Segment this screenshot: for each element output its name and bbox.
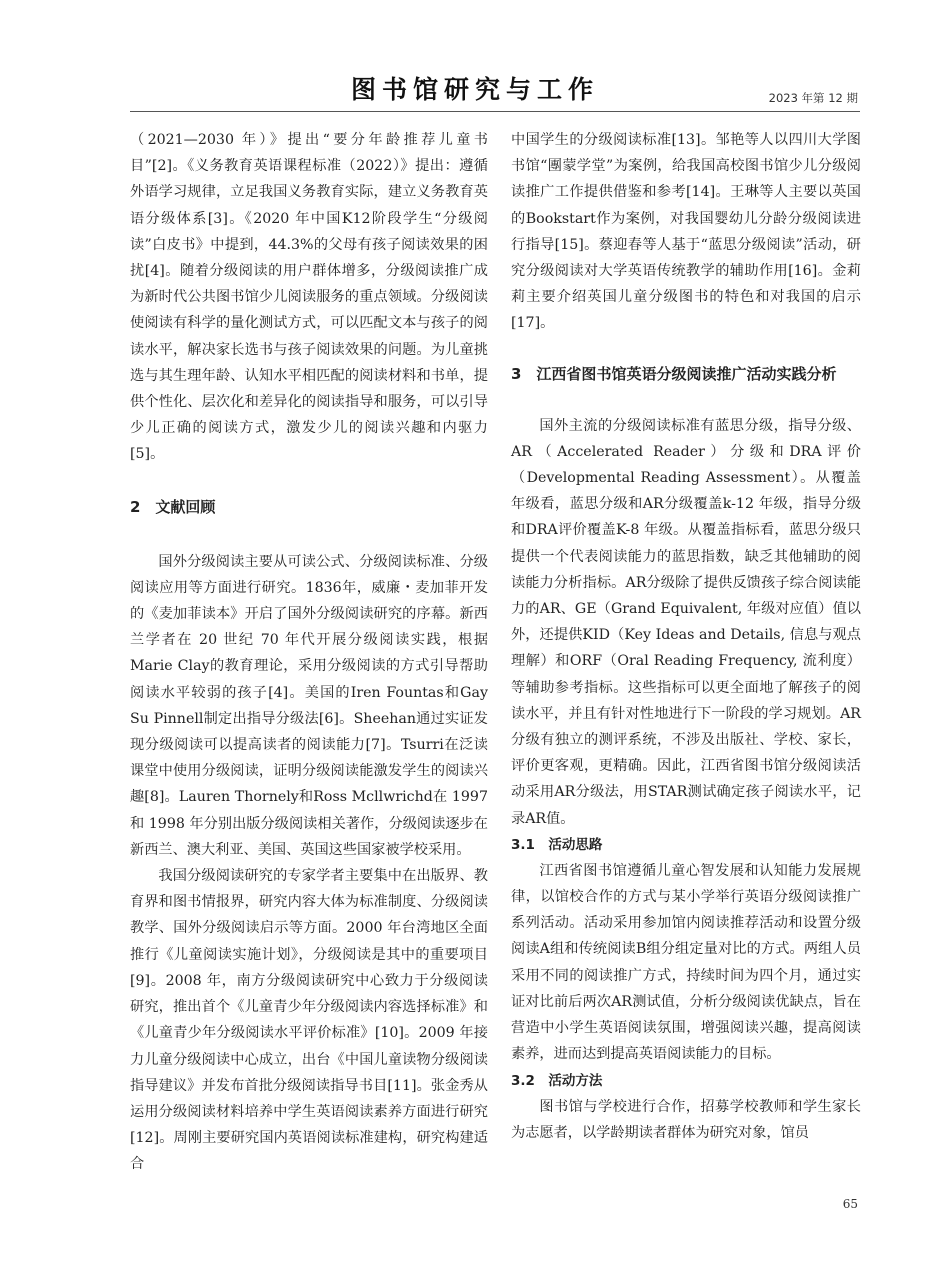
subsection-3-1-heading: 3.1 活动思路 (511, 836, 603, 853)
standards-paragraph: 国外主流的分级阅读标准有蓝思分级，指导分级、AR（Accelerated Reader）分级和DRA评价（Developmental Reading Assessment）。从覆盖年级看，蓝思分级和AR分级覆盖k-12 年级，指导分级和DRA评价覆盖K-8 年级。从覆盖指标看，蓝思分级只提供一个代表阅读能力的蓝思指数，缺乏其他辅助的阅读能力分析指标。AR分级除了提供反馈孩子综合阅读能力的AR、GE（Grand Equivalent, 年级对应值）值以外，还提供KID（Key Ideas and Details, 信息与观点理解）和ORF（Oral Reading Frequency, 流利度）等辅助参考指标。这些指标可以更全面地了解孩子的阅读水平，并且有针对性地进行下一阶段的学习规划。AR分级有独立的测评系统，不涉及出版社、学校、家长，评价更客观，更精确。因此，江西省图书馆分级阅读活动采用AR分级法，用STAR测试确定孩子阅读水平，记录AR值。 (511, 417, 861, 827)
section-2-heading: 2 文献回顾 (130, 497, 216, 516)
page-header (0, 0, 950, 112)
header-rule (130, 111, 860, 112)
section-3-heading: 3 江西省图书馆英语分级阅读推广活动实践分析 (511, 364, 837, 383)
issue-label: 2023 年第 12 期 (768, 91, 858, 105)
right-column (511, 127, 861, 1146)
continued-paragraph: 中国学生的分级阅读标准[13]。邹艳等人以四川大学图书馆“團蒙学堂”为案例，给我国高校图书馆少儿分级阅读推广工作提供借鉴和参考[14]。王琳等人主要以英国的Bookstart作为案例，对我国婴幼儿分龄分级阅读进行指导[15]。蔡迎春等人基于“蓝思分级阅读”活动，研究分级阅读对大学英语传统教学的辅助作用[16]。金莉莉主要介绍英国儿童分级图书的特色和对我国的启示[17]。 (511, 132, 861, 332)
page-number: 65 (842, 1197, 858, 1211)
left-column (130, 127, 488, 1178)
intro-paragraph: （2021—2030 年）》提出“要分年龄推荐儿童书目”[2]。《义务教育英语课程标准（2022）》提出：遵循外语学习规律，立足我国义务教育实际，建立义务教育英语分级体系[3]。《2020 年中国K12阶段学生“分级阅读”白皮书》中提到，44.3%的父母有孩子阅读效果的困扰[4]。随着分级阅读的用户群体增多，分级阅读推广成为新时代公共图书馆少儿阅读服务的重点领域。分级阅读使阅读有科学的量化测试方式，可以匹配文本与孩子的阅读水平，解决家长选书与孩子阅读效果的问题。为儿童挑选与其生理年龄、认知水平相匹配的阅读材料和书单，提供个性化、层次化和差异化的阅读指导和服务，可以引导少儿正确的阅读方式，激发少儿的阅读兴趣和内驱力[5]。 (130, 132, 488, 463)
journal-title: 图书馆研究与工作 (350, 75, 599, 104)
subsection-3-2-heading: 3.2 活动方法 (511, 1072, 603, 1089)
domestic-research-paragraph: 我国分级阅读研究的专家学者主要集中在出版界、教育界和图书情报界，研究内容大体为标准制度、分级阅读教学、国外分级阅读启示等方面。2000 年台湾地区全面推行《儿童阅读实施计划》，分级阅读是其中的重要项目[9]。2008 年，南方分级阅读研究中心致力于分级阅读研究，推出首个《儿童青少年分级阅读内容选择标准》和《儿童青少年分级阅读水平评价标准》[10]。2009 年接力儿童分级阅读中心成立，出台《中国儿童读物分级阅读指导建议》并发布首批分级阅读指导书目[11]。张金秀从运用分级阅读材料培养中学生英语阅读素养方面进行研究[12]。周刚主要研究国内英语阅读标准建构，研究构建适合 (130, 868, 488, 1173)
foreign-research-paragraph: 国外分级阅读主要从可读公式、分级阅读标准、分级阅读应用等方面进行研究。1836年，威廉・麦加菲开发的《麦加菲读本》开启了国外分级阅读研究的序幕。新西兰学者在 20 世纪 70 年代开展分级阅读实践，根据Marie Clay的教育理论，采用分级阅读的方式引导帮助阅读水平较弱的孩子[4]。美国的Iren Fountas和Gay Su Pinnell制定出指导分级法[6]。Sheehan通过实证发现分级阅读可以提高读者的阅读能力[7]。Tsurri在泛读课堂中使用分级阅读，证明分级阅读能激发学生的阅读兴趣[8]。Lauren Thornely和Ross Mcllwrichd在 1997 和 1998 年分别出版分级阅读相关著作，分级阅读逐步在新西兰、澳大利亚、美国、英国这些国家被学校采用。 (130, 553, 488, 858)
activity-method-paragraph: 图书馆与学校进行合作，招募学校教师和学生家长为志愿者，以学龄期读者群体为研究对象，馆员 (511, 1098, 861, 1141)
activity-idea-paragraph: 江西省图书馆遵循儿童心智发展和认知能力发展规律，以馆校合作的方式与某小学举行英语分级阅读推广系列活动。活动采用参加馆内阅读推荐活动和设置分级阅读A组和传统阅读B组分组定量对比的方式。两组人员采用不同的阅读推广方式，持续时间为四个月，通过实证对比前后两次AR测试值，分析分级阅读优缺点，旨在营造中小学生英语阅读氛围，增强阅读兴趣，提高阅读素养，进而达到提高英语阅读能力的目标。 (511, 862, 861, 1063)
